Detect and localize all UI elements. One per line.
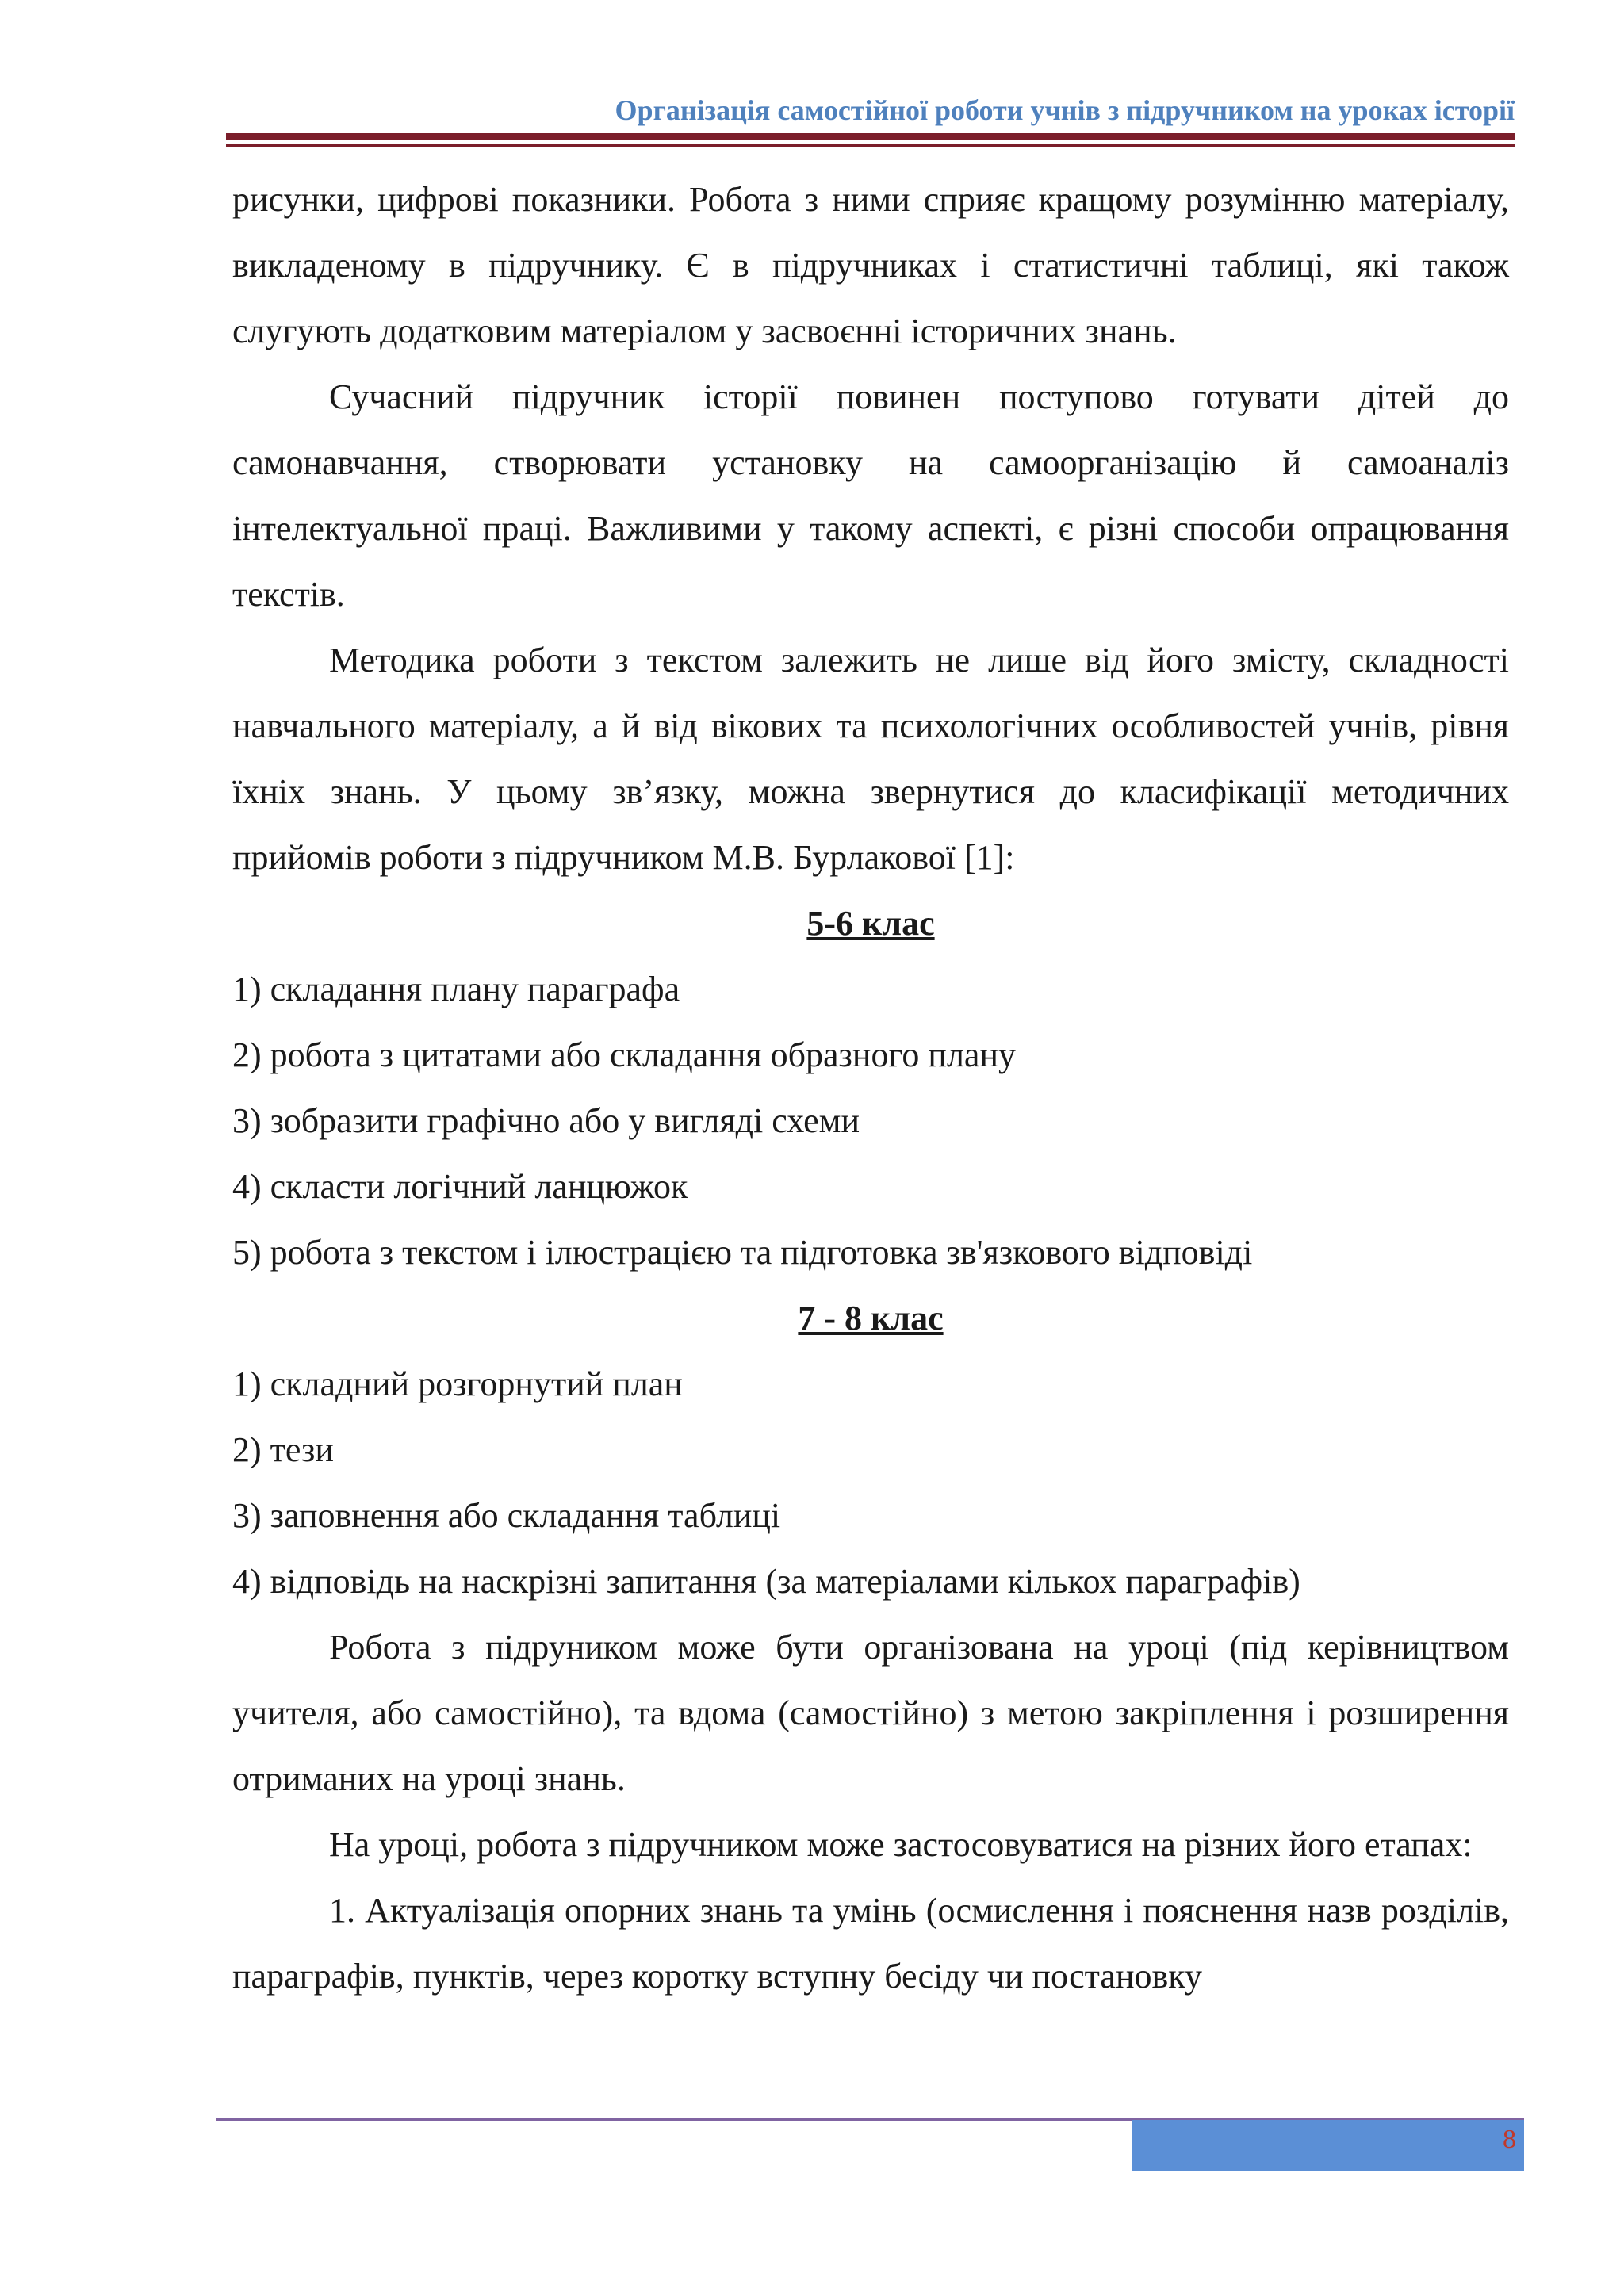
list-item: 1) складний розгорнутий план <box>232 1364 683 1403</box>
list-item: 5) робота з текстом і ілюстрацією та підготовка зв'язкового відповіді <box>232 1233 1253 1272</box>
section-heading-5-6: 5-6 клас <box>806 904 935 943</box>
header-rule-thick <box>226 133 1515 140</box>
page-body <box>232 166 1509 2009</box>
paragraph: 1. Актуалізація опорних знань та умінь (осмислення і пояснення назв розділів, параграфів, пунктів, через коротку вступну бесіду чи постановку <box>232 1891 1509 1996</box>
paragraph: Робота з підруником може бути організована на уроці (під керівництвом учителя, або самостійно), та вдома (самостійно) з метою закріплення і розширення отриманих на уроці знань. <box>232 1628 1509 1798</box>
paragraph: рисунки, цифрові показники. Робота з ними сприяє кращому розумінню матеріалу, викладеному в підручнику. Є в підручниках і статистичні таблиці, які також слугують додатковим матеріалом у засвоєнні історичних знань. <box>232 180 1509 350</box>
page-number: 8 <box>1503 2125 1516 2154</box>
paragraph: На уроці, робота з підручником може застосовуватися на різних його етапах: <box>329 1825 1473 1864</box>
list-item: 1) складання плану параграфа <box>232 970 680 1008</box>
list-item: 2) робота з цитатами або складання образного плану <box>232 1035 1017 1074</box>
list-item: 3) зобразити графічно або у вигляді схеми <box>232 1101 860 1140</box>
paragraph: Методика роботи з текстом залежить не лише від його змісту, складності навчального матеріалу, а й від вікових та психологічних особливостей учнів, рівня їхніх знань. У цьому зв’язку, можна звернутися до класифікації методичних прийомів роботи з підручником М.В. Бурлакової [1]: <box>232 641 1509 877</box>
paragraph: Сучасний підручник історії повинен поступово готувати дітей до самонавчання, створювати установку на самоорганізацію й самоаналіз інтелектуальної праці. Важливими у такому аспекті, є різні способи опрацювання текстів. <box>232 377 1509 614</box>
list-item: 2) тези <box>232 1430 334 1469</box>
header-rule-thin <box>226 144 1515 147</box>
section-heading-7-8: 7 - 8 клас <box>798 1299 944 1337</box>
list-item: 4) скласти логічний ланцюжок <box>232 1167 688 1206</box>
running-header-title: Організація самостійної роботи учнів з підручником на уроках історії <box>615 94 1515 126</box>
list-item: 4) відповідь на наскрізні запитання (за матеріалами кількох параграфів) <box>232 1562 1300 1601</box>
list-item: 3) заповнення або складання таблиці <box>232 1496 781 1535</box>
